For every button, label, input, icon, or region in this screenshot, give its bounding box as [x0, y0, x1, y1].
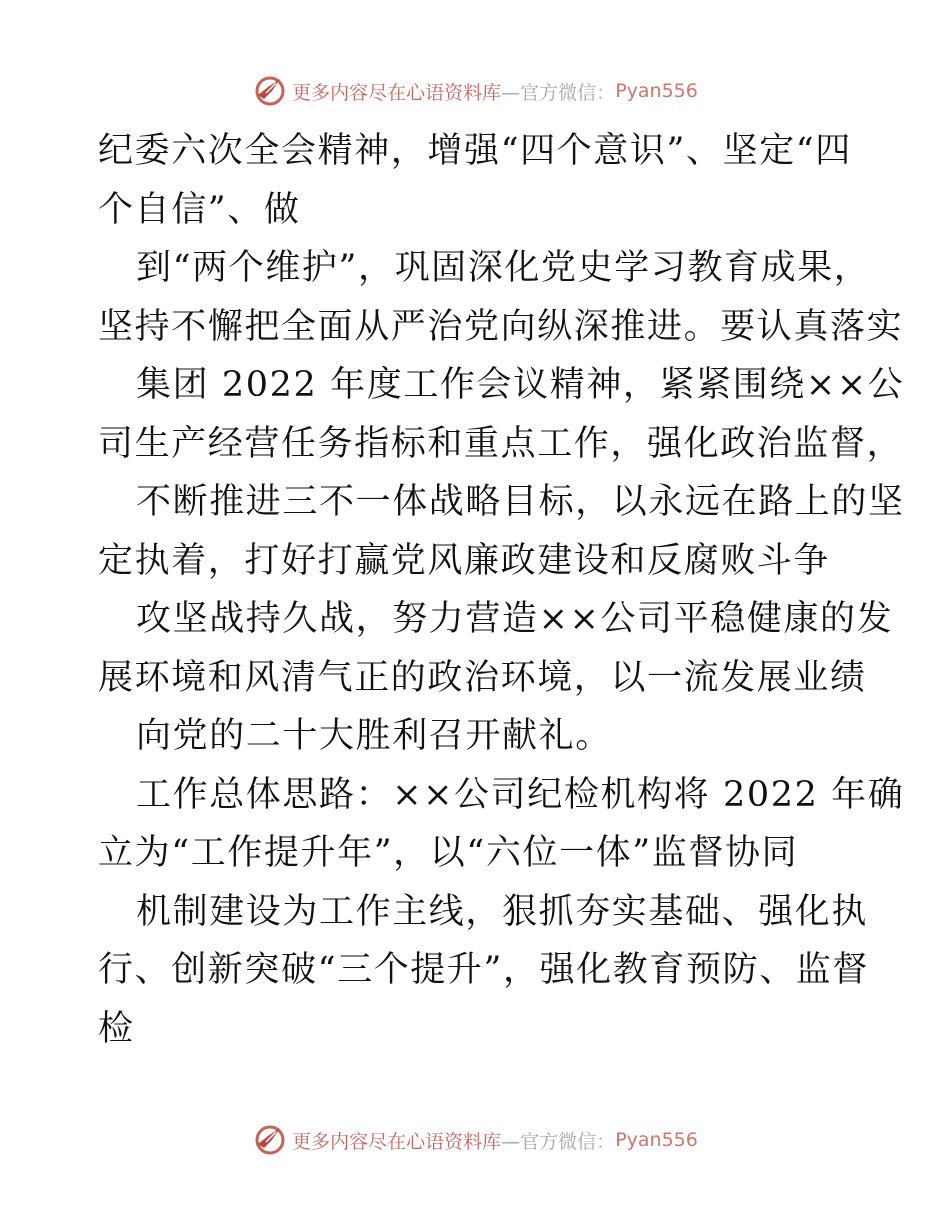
text-line: 检: [98, 1008, 135, 1049]
text-line: 不断推进三不一体战略目标，以永远在路上的坚: [136, 482, 905, 522]
header-watermark: [0, 71, 950, 111]
text-line: 展环境和风清气正的政治环境，以一流发展业绩: [98, 657, 867, 698]
text-line: 个自信”、做: [98, 189, 301, 230]
watermark-wechat-label: —官方微信：: [501, 1130, 616, 1153]
pen-logo-icon: [252, 1122, 288, 1158]
text-line: 纪委六次全会精神，增强“四个意识”、坚定“四: [98, 131, 852, 171]
footer-watermark: [0, 1120, 950, 1160]
text-line: 到“两个维护”，巩固深化党史学习教育成果，: [136, 248, 871, 288]
watermark-wechat-id: Pyan556: [615, 80, 698, 102]
watermark-title: 更多内容尽在心语资料库: [292, 1130, 502, 1153]
document-body: [98, 122, 905, 1058]
text-line: 定执着，打好打赢党风廉政建设和反腐败斗争: [98, 540, 831, 581]
pen-logo-icon: [252, 73, 288, 109]
text-line: 立为“工作提升年”，以“六位一体”监督协同: [98, 833, 799, 873]
text-line: 机制建设为工作主线，狠抓夯实基础、强化执: [136, 891, 869, 932]
text-line: 向党的二十大胜利召开献礼。: [136, 716, 612, 756]
text-line: 坚持不懈把全面从严治党向纵深推进。要认真落实: [98, 306, 904, 347]
text-line: 攻坚战持久战，努力营造××公司平稳健康的发: [136, 599, 894, 639]
text-line: 集团 2022 年度工作会议精神，紧紧围绕××公: [136, 365, 905, 405]
watermark-wechat-id: Pyan556: [615, 1129, 698, 1151]
text-line: 工作总体思路：××公司纪检机构将 2022 年确: [136, 774, 905, 815]
watermark-wechat-label: —官方微信：: [501, 81, 616, 104]
text-line: 司生产经营任务指标和重点工作，强化政治监督，: [98, 423, 904, 464]
watermark-title: 更多内容尽在心语资料库: [292, 81, 502, 104]
text-line: 行、创新突破“三个提升”，强化教育预防、监督: [98, 950, 869, 990]
